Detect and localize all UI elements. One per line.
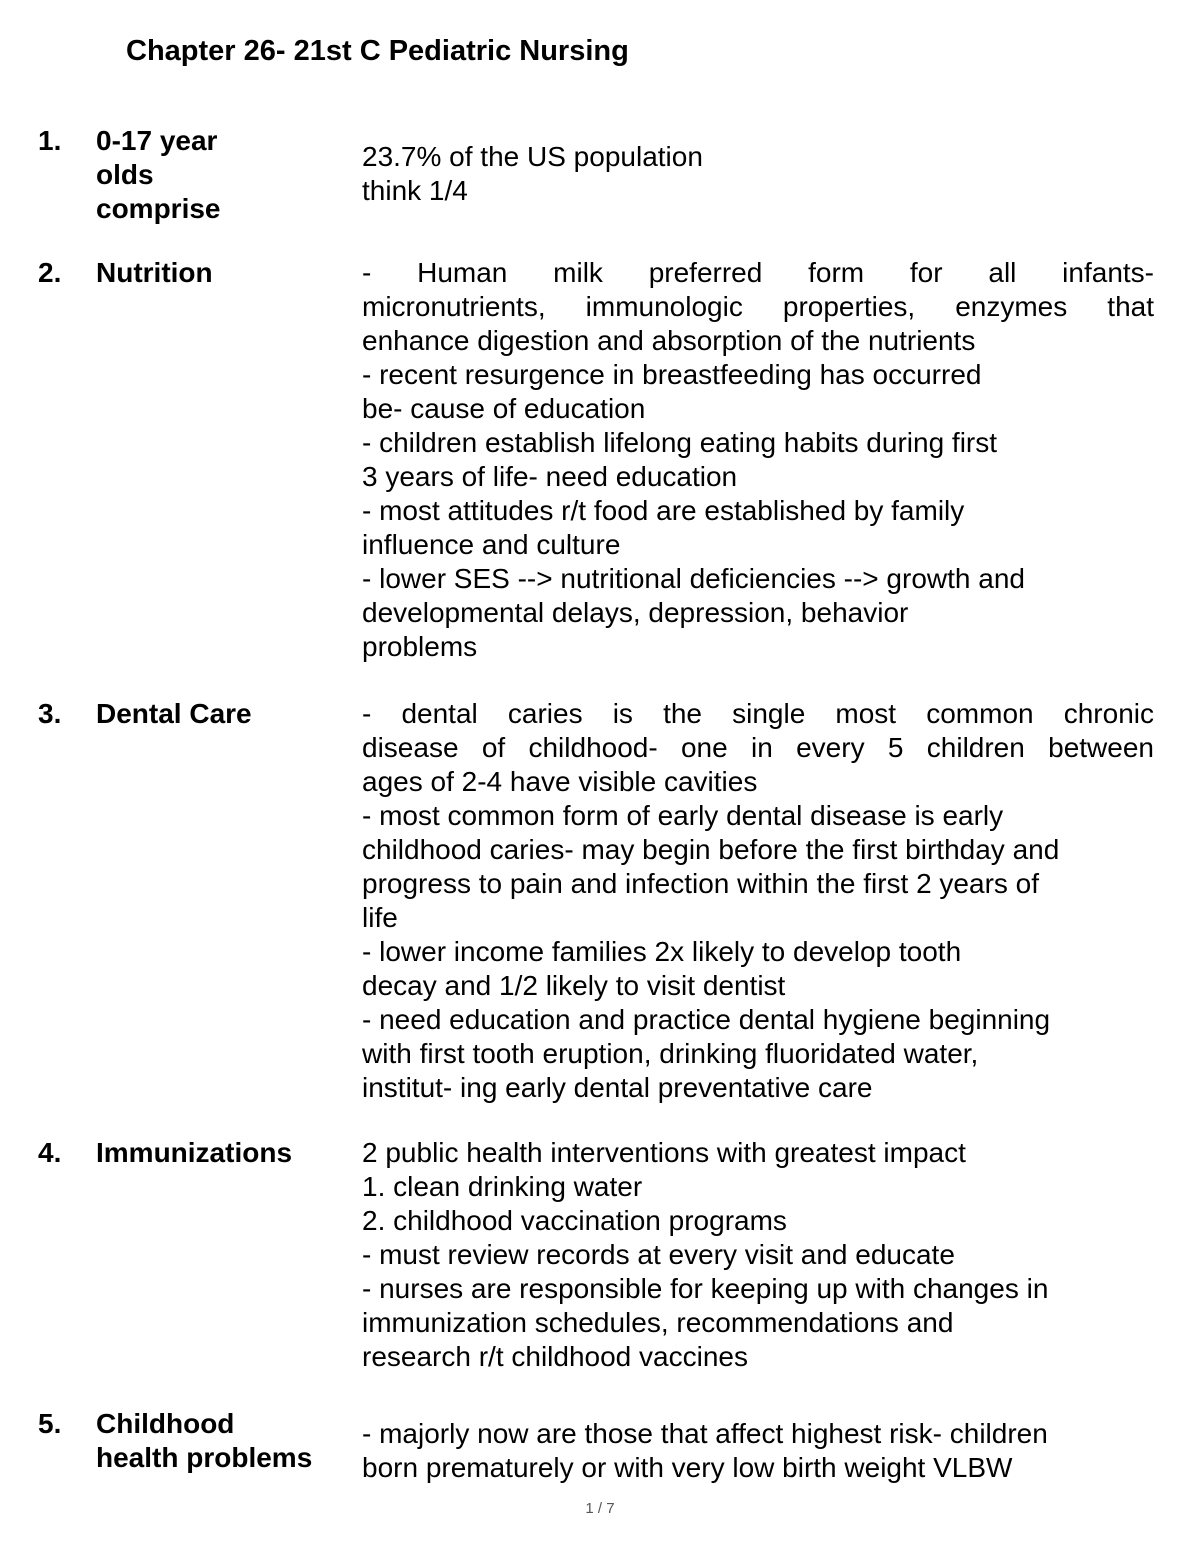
item-number: 4. (38, 1137, 62, 1168)
definition-line: think 1/4 (362, 175, 468, 206)
definition-line: enhance digestion and absorption of the nutrients (362, 325, 976, 356)
definition-line: 23.7% of the US population (362, 141, 703, 172)
definition-line: immunization schedules, recommendations and (362, 1307, 954, 1338)
item-term (96, 124, 346, 226)
definition-line: life (362, 902, 398, 933)
definition-line: - children establish lifelong eating habits during first (362, 427, 998, 458)
definition-line: decay and 1/2 likely to visit dentist (362, 970, 786, 1001)
definition-line: - need education and practice dental hygiene beginning (362, 1004, 1051, 1035)
definition-line: 1. clean drinking water (362, 1171, 643, 1202)
definition-line: 3 years of life- need education (362, 461, 738, 492)
definition-line: - Human milk preferred form for all infants- (362, 257, 1154, 288)
term-line: health problems (96, 1442, 313, 1473)
term-line: comprise (96, 193, 221, 224)
definition-line: ages of 2-4 have visible cavities (362, 766, 758, 797)
definition-line: - majorly now are those that affect highest risk- children (362, 1418, 1048, 1449)
item-term (96, 1407, 346, 1475)
definition-line: institut- ing early dental preventative care (362, 1072, 873, 1103)
item-definition (362, 140, 1154, 208)
item-term (96, 1136, 346, 1170)
definition-line: be- cause of education (362, 393, 646, 424)
definition-line: - must review records at every visit and educate (362, 1239, 955, 1270)
definition-line: micronutrients, immunologic properties, enzymes that (362, 291, 1154, 322)
definition-line: disease of childhood- one in every 5 children between (362, 732, 1154, 763)
definition-line: born prematurely or with very low birth weight VLBW (362, 1452, 1013, 1483)
item-term (96, 256, 346, 290)
definition-line: progress to pain and infection within the first 2 years of (362, 868, 1040, 899)
definition-line: - nurses are responsible for keeping up with changes in (362, 1273, 1049, 1304)
definition-line: 2. childhood vaccination programs (362, 1205, 787, 1236)
item-number: 3. (38, 698, 62, 729)
definition-line: influence and culture (362, 529, 621, 560)
item-definition (362, 697, 1154, 1105)
definition-line: 2 public health interventions with greatest impact (362, 1137, 966, 1168)
item-definition (362, 1417, 1154, 1485)
item-number: 5. (38, 1408, 62, 1439)
definition-line: childhood caries- may begin before the first birthday and (362, 834, 1060, 865)
definition-line: - lower SES --> nutritional deficiencies --> growth and (362, 563, 1025, 594)
item-definition (362, 1136, 1154, 1374)
term-line: Childhood (96, 1408, 235, 1439)
definition-line: - most attitudes r/t food are established by family (362, 495, 965, 526)
definition-line: - lower income families 2x likely to develop tooth (362, 936, 962, 967)
item-number: 1. (38, 125, 62, 156)
definition-line: - recent resurgence in breastfeeding has occurred (362, 359, 982, 390)
item-definition (362, 256, 1154, 664)
item-term (96, 697, 346, 731)
definition-line: - dental caries is the single most common chronic (362, 698, 1154, 729)
term-line: Dental Care (96, 698, 252, 729)
term-line: Immunizations (96, 1137, 293, 1168)
page-number: 1 / 7 (585, 1500, 615, 1517)
term-line: Nutrition (96, 257, 213, 288)
definition-line: - most common form of early dental disease is early (362, 800, 1004, 831)
term-line: 0-17 year (96, 125, 218, 156)
definition-line: developmental delays, depression, behavior (362, 597, 909, 628)
definition-line: problems (362, 631, 478, 662)
item-number: 2. (38, 257, 62, 288)
definition-line: with first tooth eruption, drinking fluoridated water, (362, 1038, 979, 1069)
term-line: olds (96, 159, 154, 190)
definition-line: research r/t childhood vaccines (362, 1341, 748, 1372)
document-title: Chapter 26- 21st C Pediatric Nursing (126, 35, 629, 67)
